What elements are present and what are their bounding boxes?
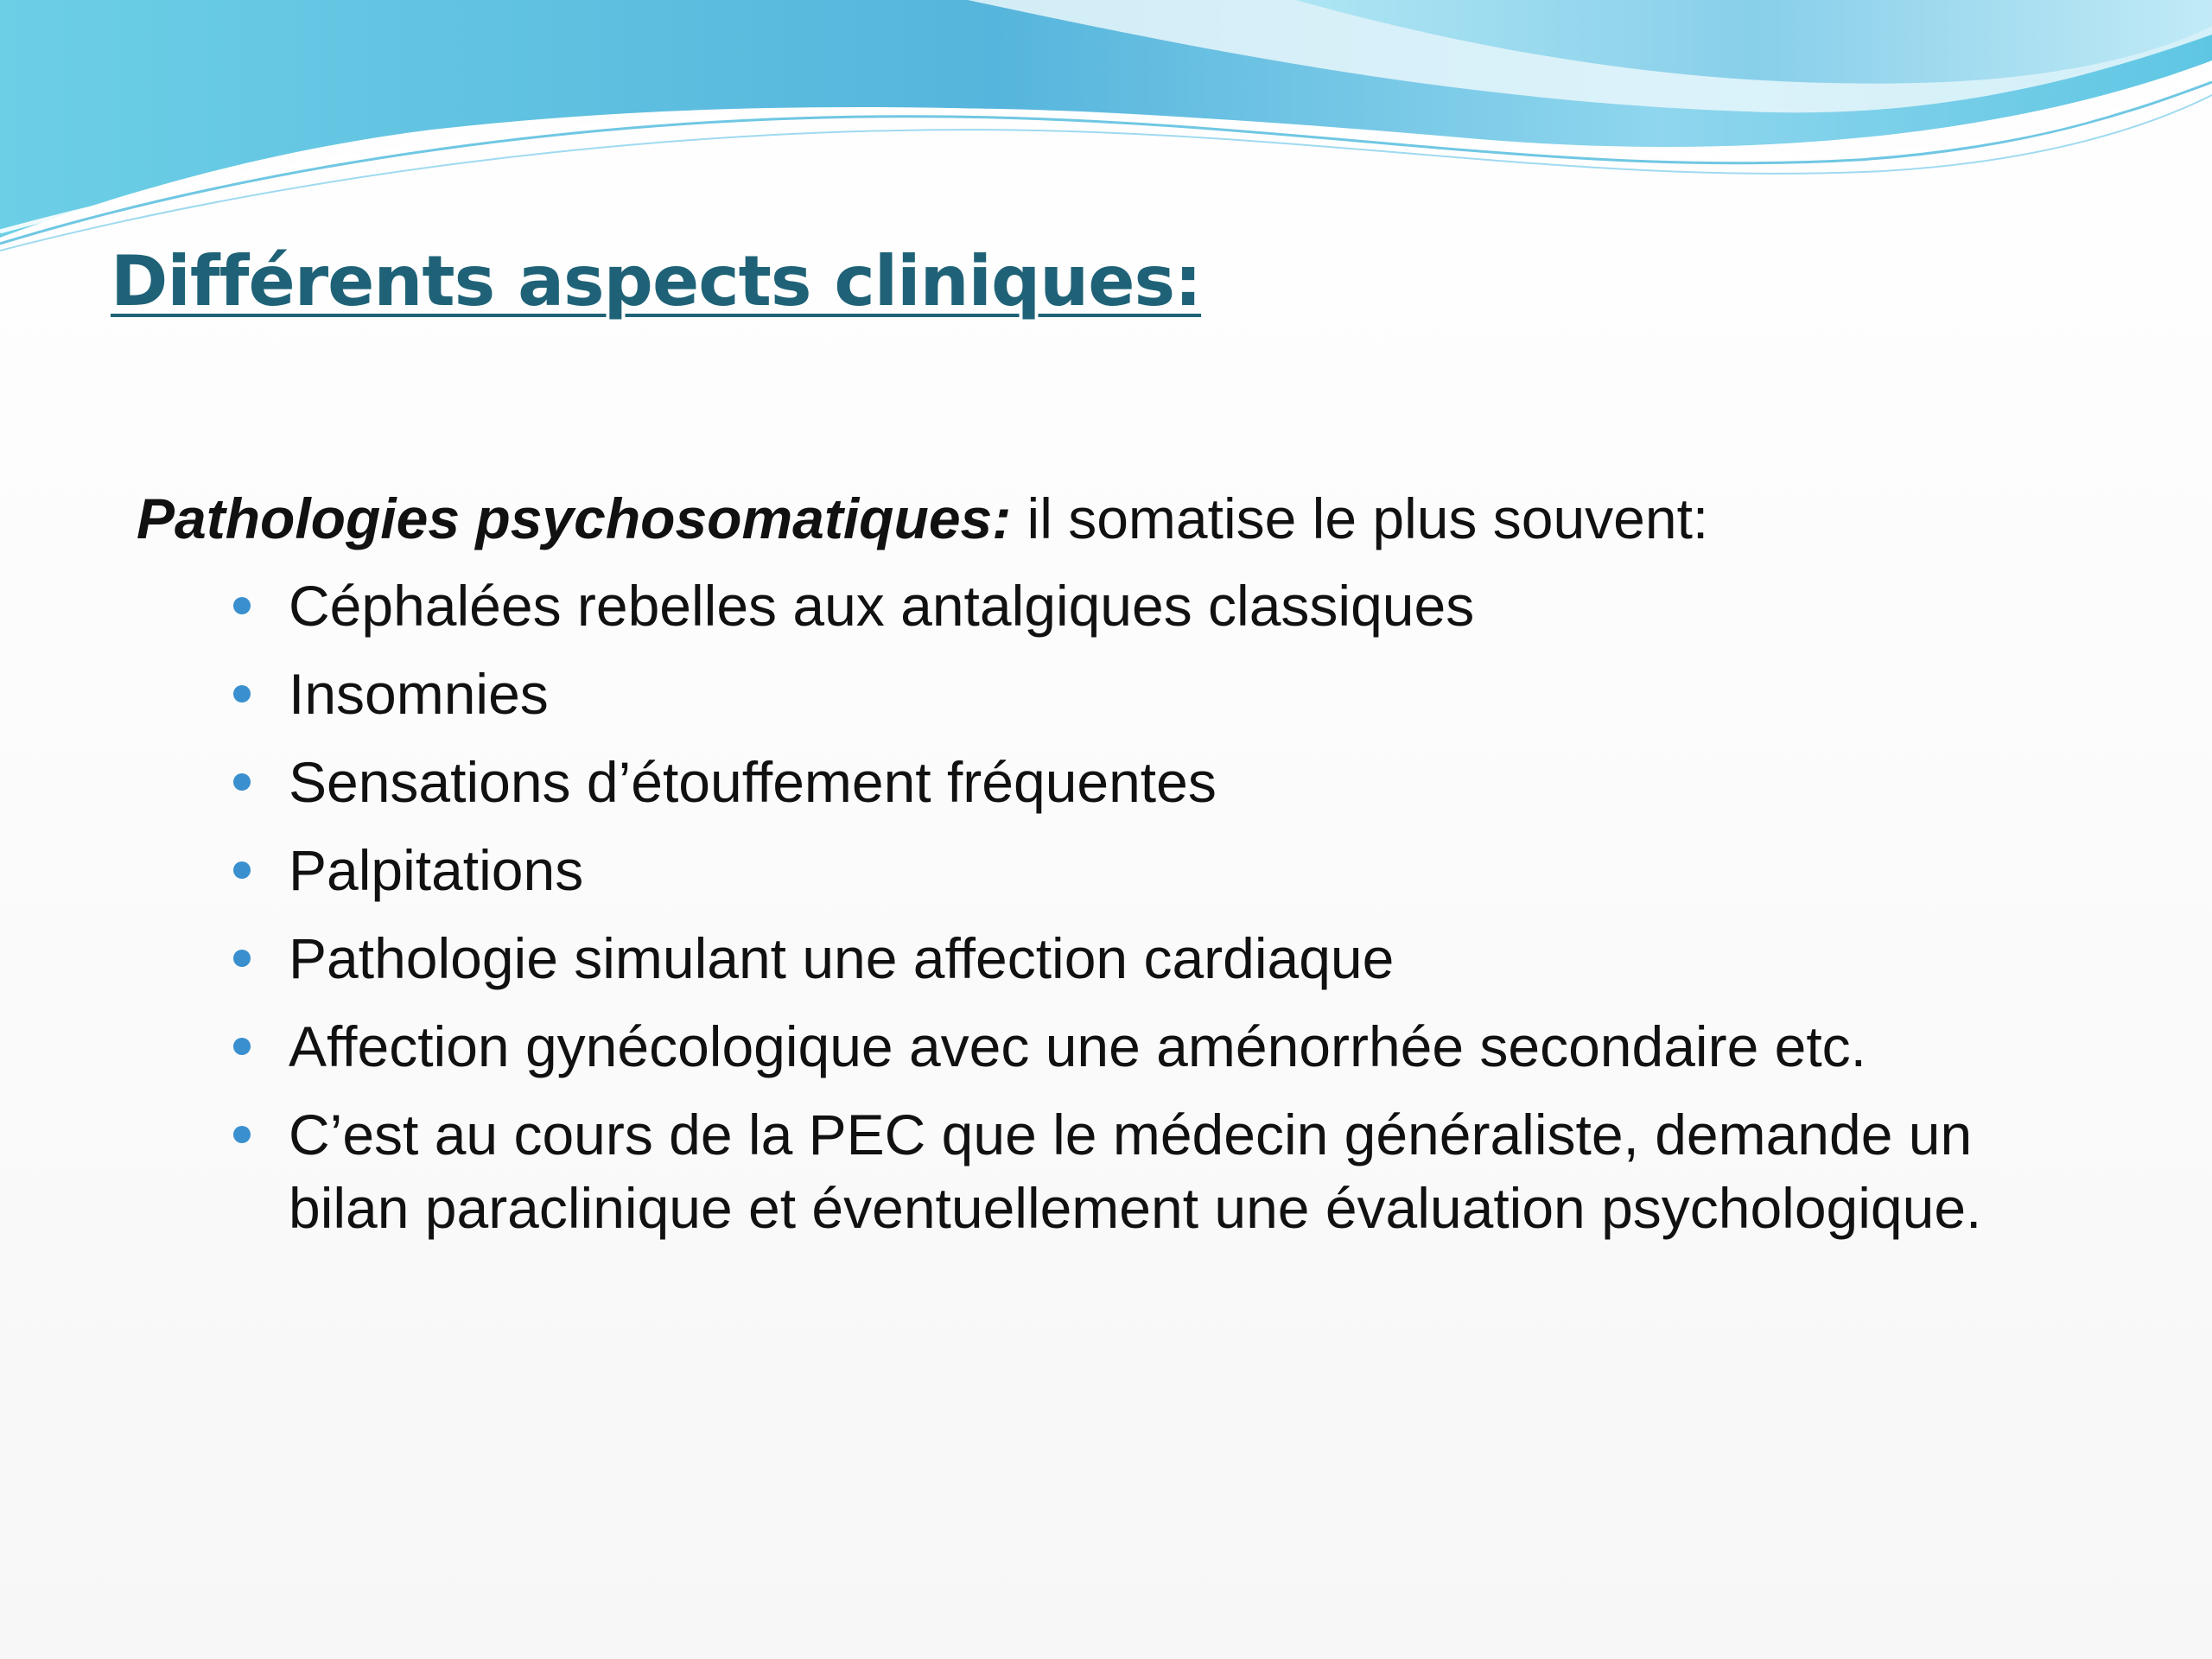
bullet-list: [137, 569, 2089, 1245]
slide-title: Différents aspects cliniques:: [111, 241, 1202, 321]
intro-emphasis: Pathologies psychosomatiques:: [137, 486, 1012, 550]
list-item-text: Céphalées rebelles aux antalgiques classiques: [289, 574, 1475, 638]
slide-content: [137, 482, 2089, 1260]
list-item-text: C’est au cours de la PEC que le médecin généraliste, demande un bilan paraclinique et éventuellement une évaluation psychologique.: [289, 1103, 1982, 1240]
list-item-text: Sensations d’étouffement fréquentes: [289, 750, 1217, 814]
intro-line: [137, 482, 2089, 556]
list-item: [289, 746, 2089, 819]
list-item: [289, 658, 2089, 731]
bullet-icon: [233, 597, 251, 614]
list-item: [289, 922, 2089, 995]
list-item: [289, 1098, 2089, 1245]
bullet-icon: [233, 1038, 251, 1055]
list-item-text: Insomnies: [289, 662, 549, 726]
list-item-text: Palpitations: [289, 838, 584, 902]
bullet-icon: [233, 1126, 251, 1143]
header-wave-decoration: [0, 0, 2212, 276]
bullet-icon: [233, 950, 251, 967]
list-item: [289, 569, 2089, 643]
bullet-icon: [233, 861, 251, 879]
list-item: [289, 834, 2089, 907]
bullet-icon: [233, 685, 251, 702]
list-item-text: Pathologie simulant une affection cardiaque: [289, 926, 1395, 990]
bullet-icon: [233, 773, 251, 791]
intro-text: il somatise le plus souvent:: [1011, 486, 1709, 550]
list-item-text: Affection gynécologique avec une aménorrhée secondaire etc.: [289, 1014, 1866, 1078]
list-item: [289, 1010, 2089, 1084]
